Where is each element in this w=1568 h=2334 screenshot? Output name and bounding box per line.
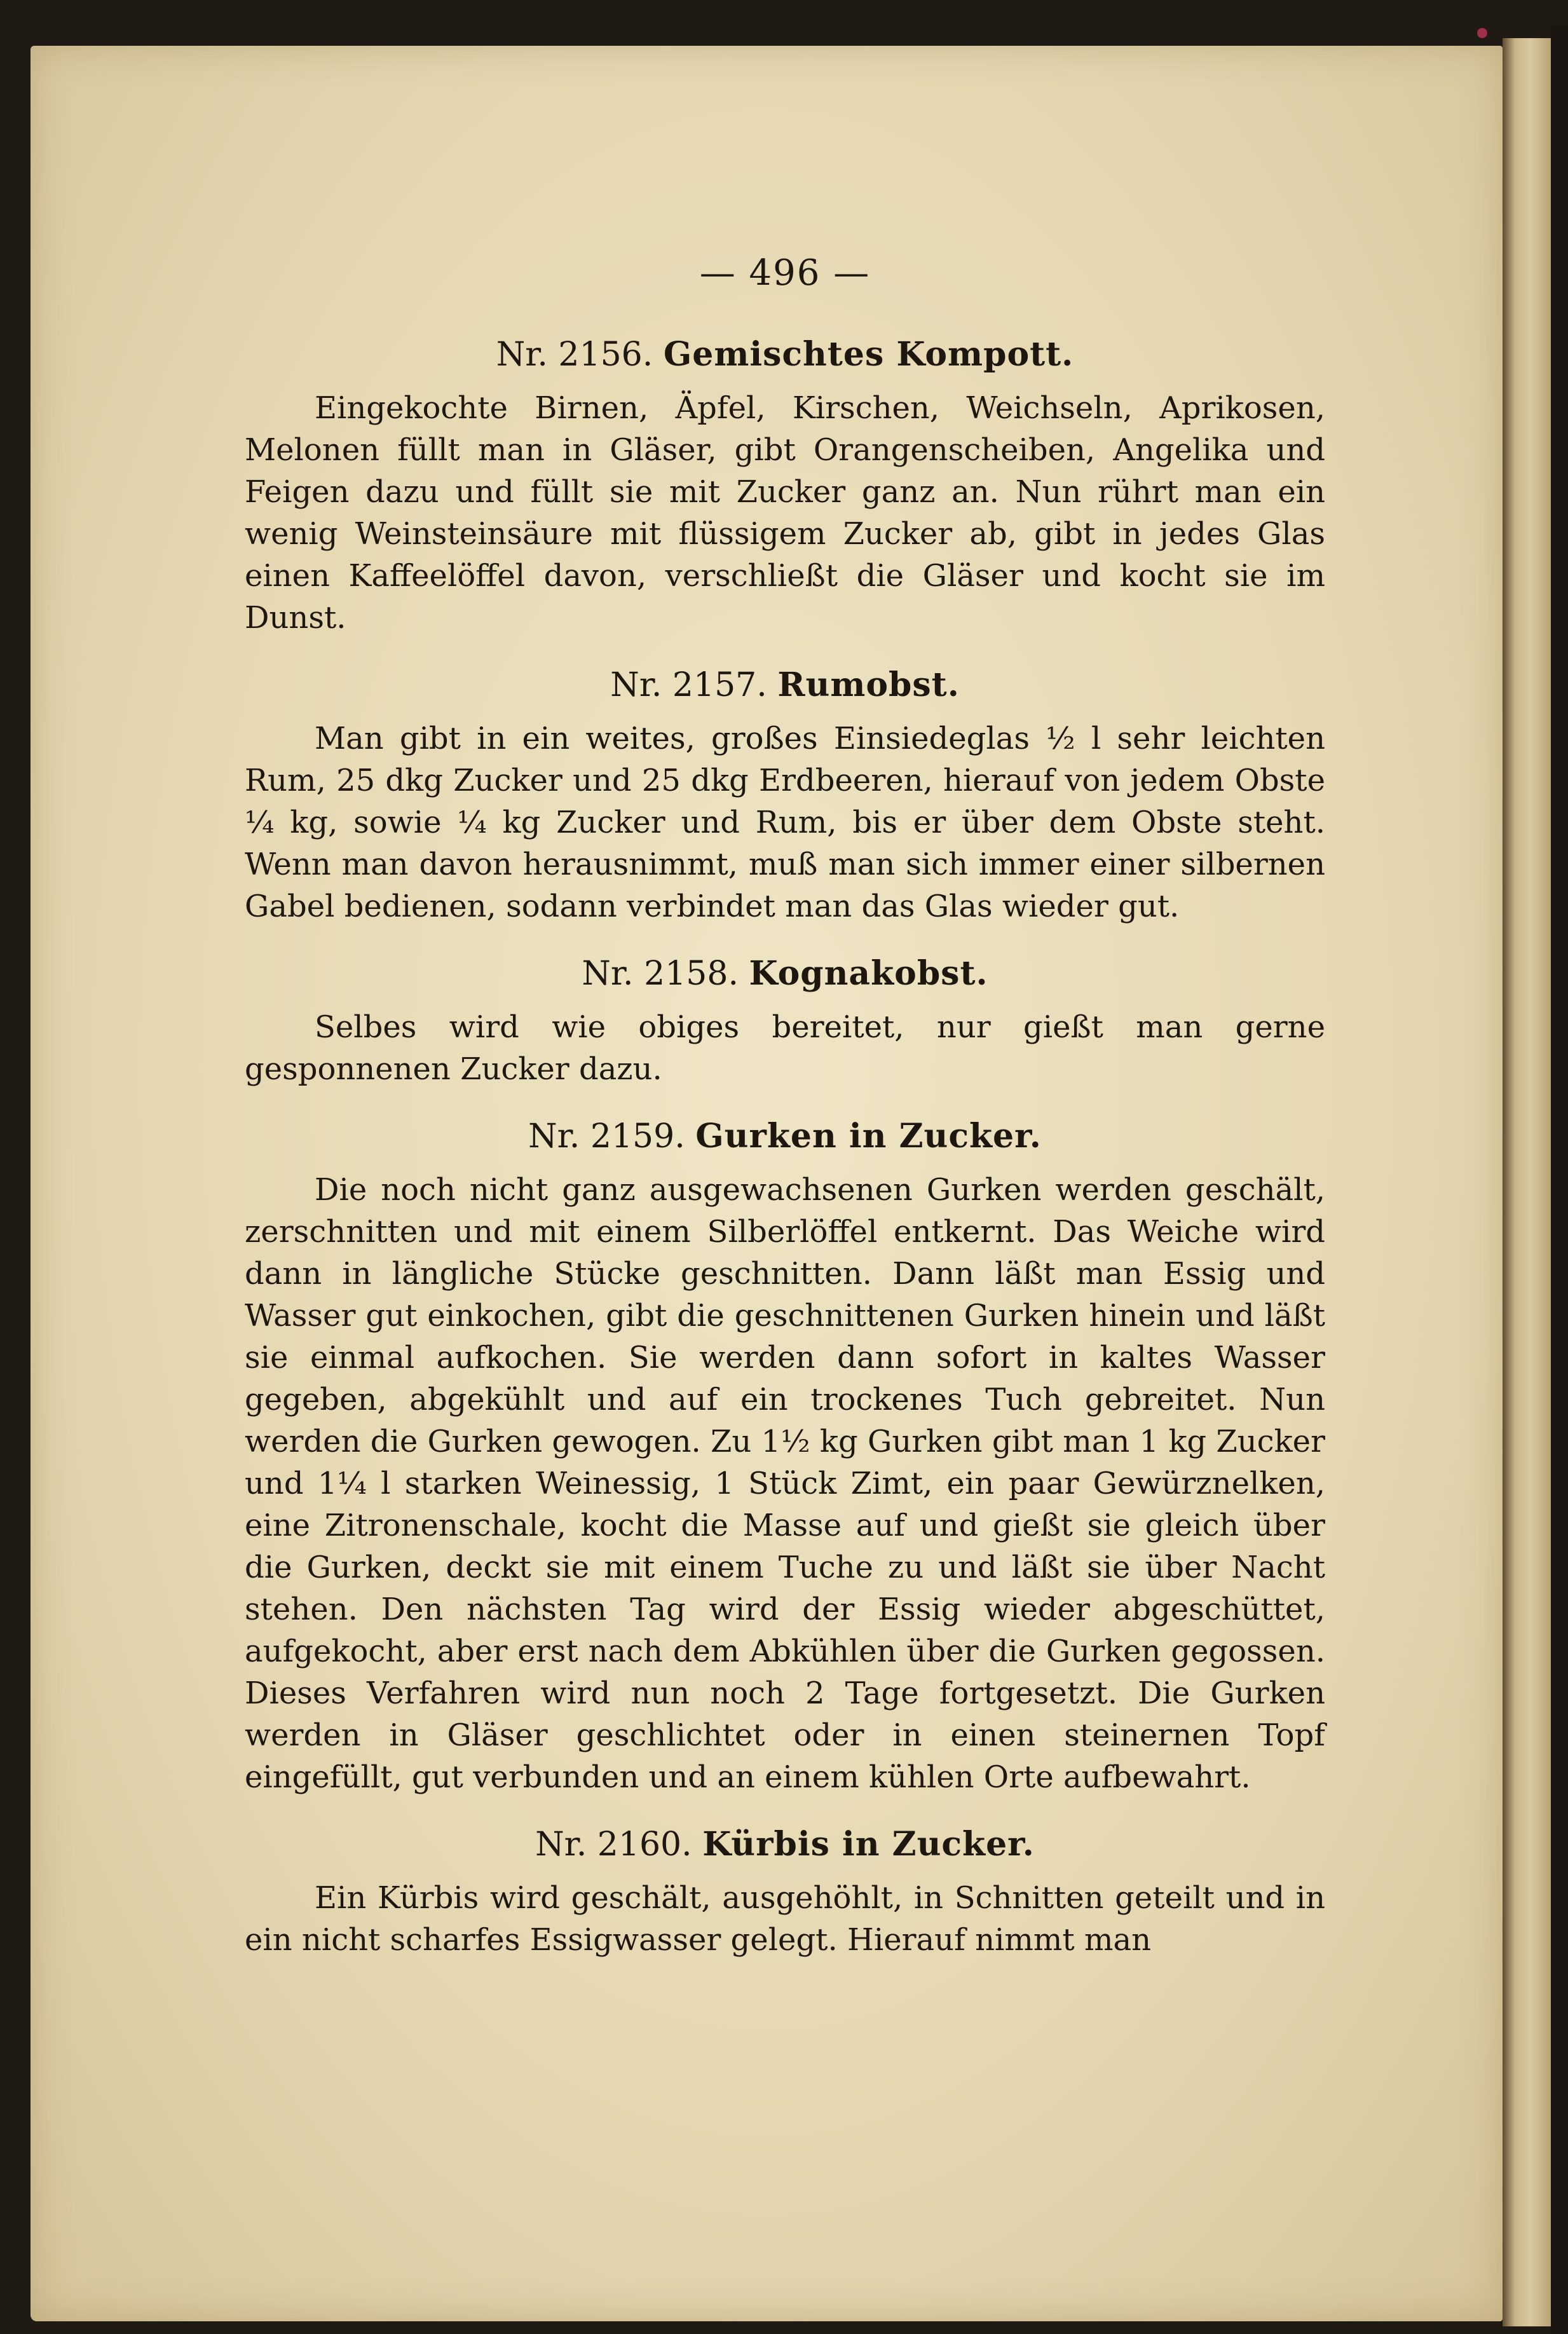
recipe-title: Gurken in Zucker. xyxy=(695,1117,1042,1156)
page-content xyxy=(245,251,1325,1986)
recipe-2160 xyxy=(245,1824,1325,1961)
recipe-title: Gemischtes Kompott. xyxy=(663,335,1074,374)
recipe-text: Die noch nicht ganz ausgewachsenen Gurken werden geschält, zerschnitten und mit einem Silberlöffel entkernt. Das Weiche wird dann in längliche Stücke geschnitten. Dann läßt man Essig und Wasser gut einkochen, gibt die geschnittenen Gurken hinein und läßt sie einmal aufkochen. Sie werden dann sofort in kaltes Wasser gegeben, abgekühlt und auf ein trockenes Tuch gebreitet. Nun werden die Gurken gewogen. Zu 1½ kg Gurken gibt man 1 kg Zucker und 1¼ l starken Weinessig, 1 Stück Zimt, ein paar Gewürznelken, eine Zitronenschale, kocht die Masse auf und gießt sie gleich über die Gurken, deckt sie mit einem Tuche zu und läßt sie über Nacht stehen. Den nächsten Tag wird der Essig wieder abgeschüttet, aufgekocht, aber erst nach dem Abkühlen über die Gurken gegossen. Dieses Verfahren wird nun noch 2 Tage fortgesetzt. Die Gurken werden in Gläser geschlichtet oder in einen steinernen Topf eingefüllt, gut verbunden und an einem kühlen Orte aufbewahrt. xyxy=(245,1172,1325,1795)
recipe-text: Ein Kürbis wird geschält, ausgehöhlt, in Schnitten geteilt und in ein nicht scharfes Essigwasser gelegt. Hierauf nimmt man xyxy=(245,1880,1325,1958)
recipe-heading xyxy=(245,664,1325,706)
recipe-number: Nr. 2159. xyxy=(528,1117,685,1156)
corner-mark xyxy=(1477,28,1487,38)
recipe-2157 xyxy=(245,664,1325,927)
recipe-text: Selbes wird wie obiges bereitet, nur gießt man gerne gesponnenen Zucker dazu. xyxy=(245,1009,1325,1087)
recipe-title: Rumobst. xyxy=(777,665,960,704)
recipe-text: Eingekochte Birnen, Äpfel, Kirschen, Weichseln, Aprikosen, Melonen füllt man in Gläser, gibt Orangenscheiben, Angelika und Feigen dazu und füllt sie mit Zucker ganz an. Nun rührt man ein wenig Weinsteinsäure mit flüssigem Zucker ab, gibt in jedes Glas einen Kaffeelöffel davon, verschließt die Gläser und kocht sie im Dunst. xyxy=(245,390,1325,636)
recipe-title: Kognakobst. xyxy=(749,954,988,993)
recipe-number: Nr. 2158. xyxy=(582,955,739,993)
recipe-number: Nr. 2157. xyxy=(610,666,767,704)
recipe-heading xyxy=(245,953,1325,995)
recipe-number: Nr. 2160. xyxy=(535,1826,692,1864)
book-spine xyxy=(1503,38,1553,2326)
recipe-heading xyxy=(245,1116,1325,1157)
recipe-heading xyxy=(245,334,1325,376)
recipe-number: Nr. 2156. xyxy=(496,336,653,374)
recipe-text: Man gibt in ein weites, großes Einsiedeglas ½ l sehr leichten Rum, 25 dkg Zucker und 25 dkg Erdbeeren, hierauf von jedem Obste ¼ kg, sowie ¼ kg Zucker und Rum, bis er über dem Obste steht. Wenn man davon herausnimmt, muß man sich immer einer silbernen Gabel bedienen, sodann verbindet man das Glas wieder gut. xyxy=(245,721,1325,924)
recipe-2159 xyxy=(245,1116,1325,1798)
page-number: — 496 — xyxy=(699,252,871,294)
recipe-2158 xyxy=(245,953,1325,1090)
recipe-2156 xyxy=(245,334,1325,639)
scan-edge xyxy=(1551,25,1568,2334)
recipe-title: Kürbis in Zucker. xyxy=(702,1825,1035,1864)
recipe-heading xyxy=(245,1824,1325,1866)
